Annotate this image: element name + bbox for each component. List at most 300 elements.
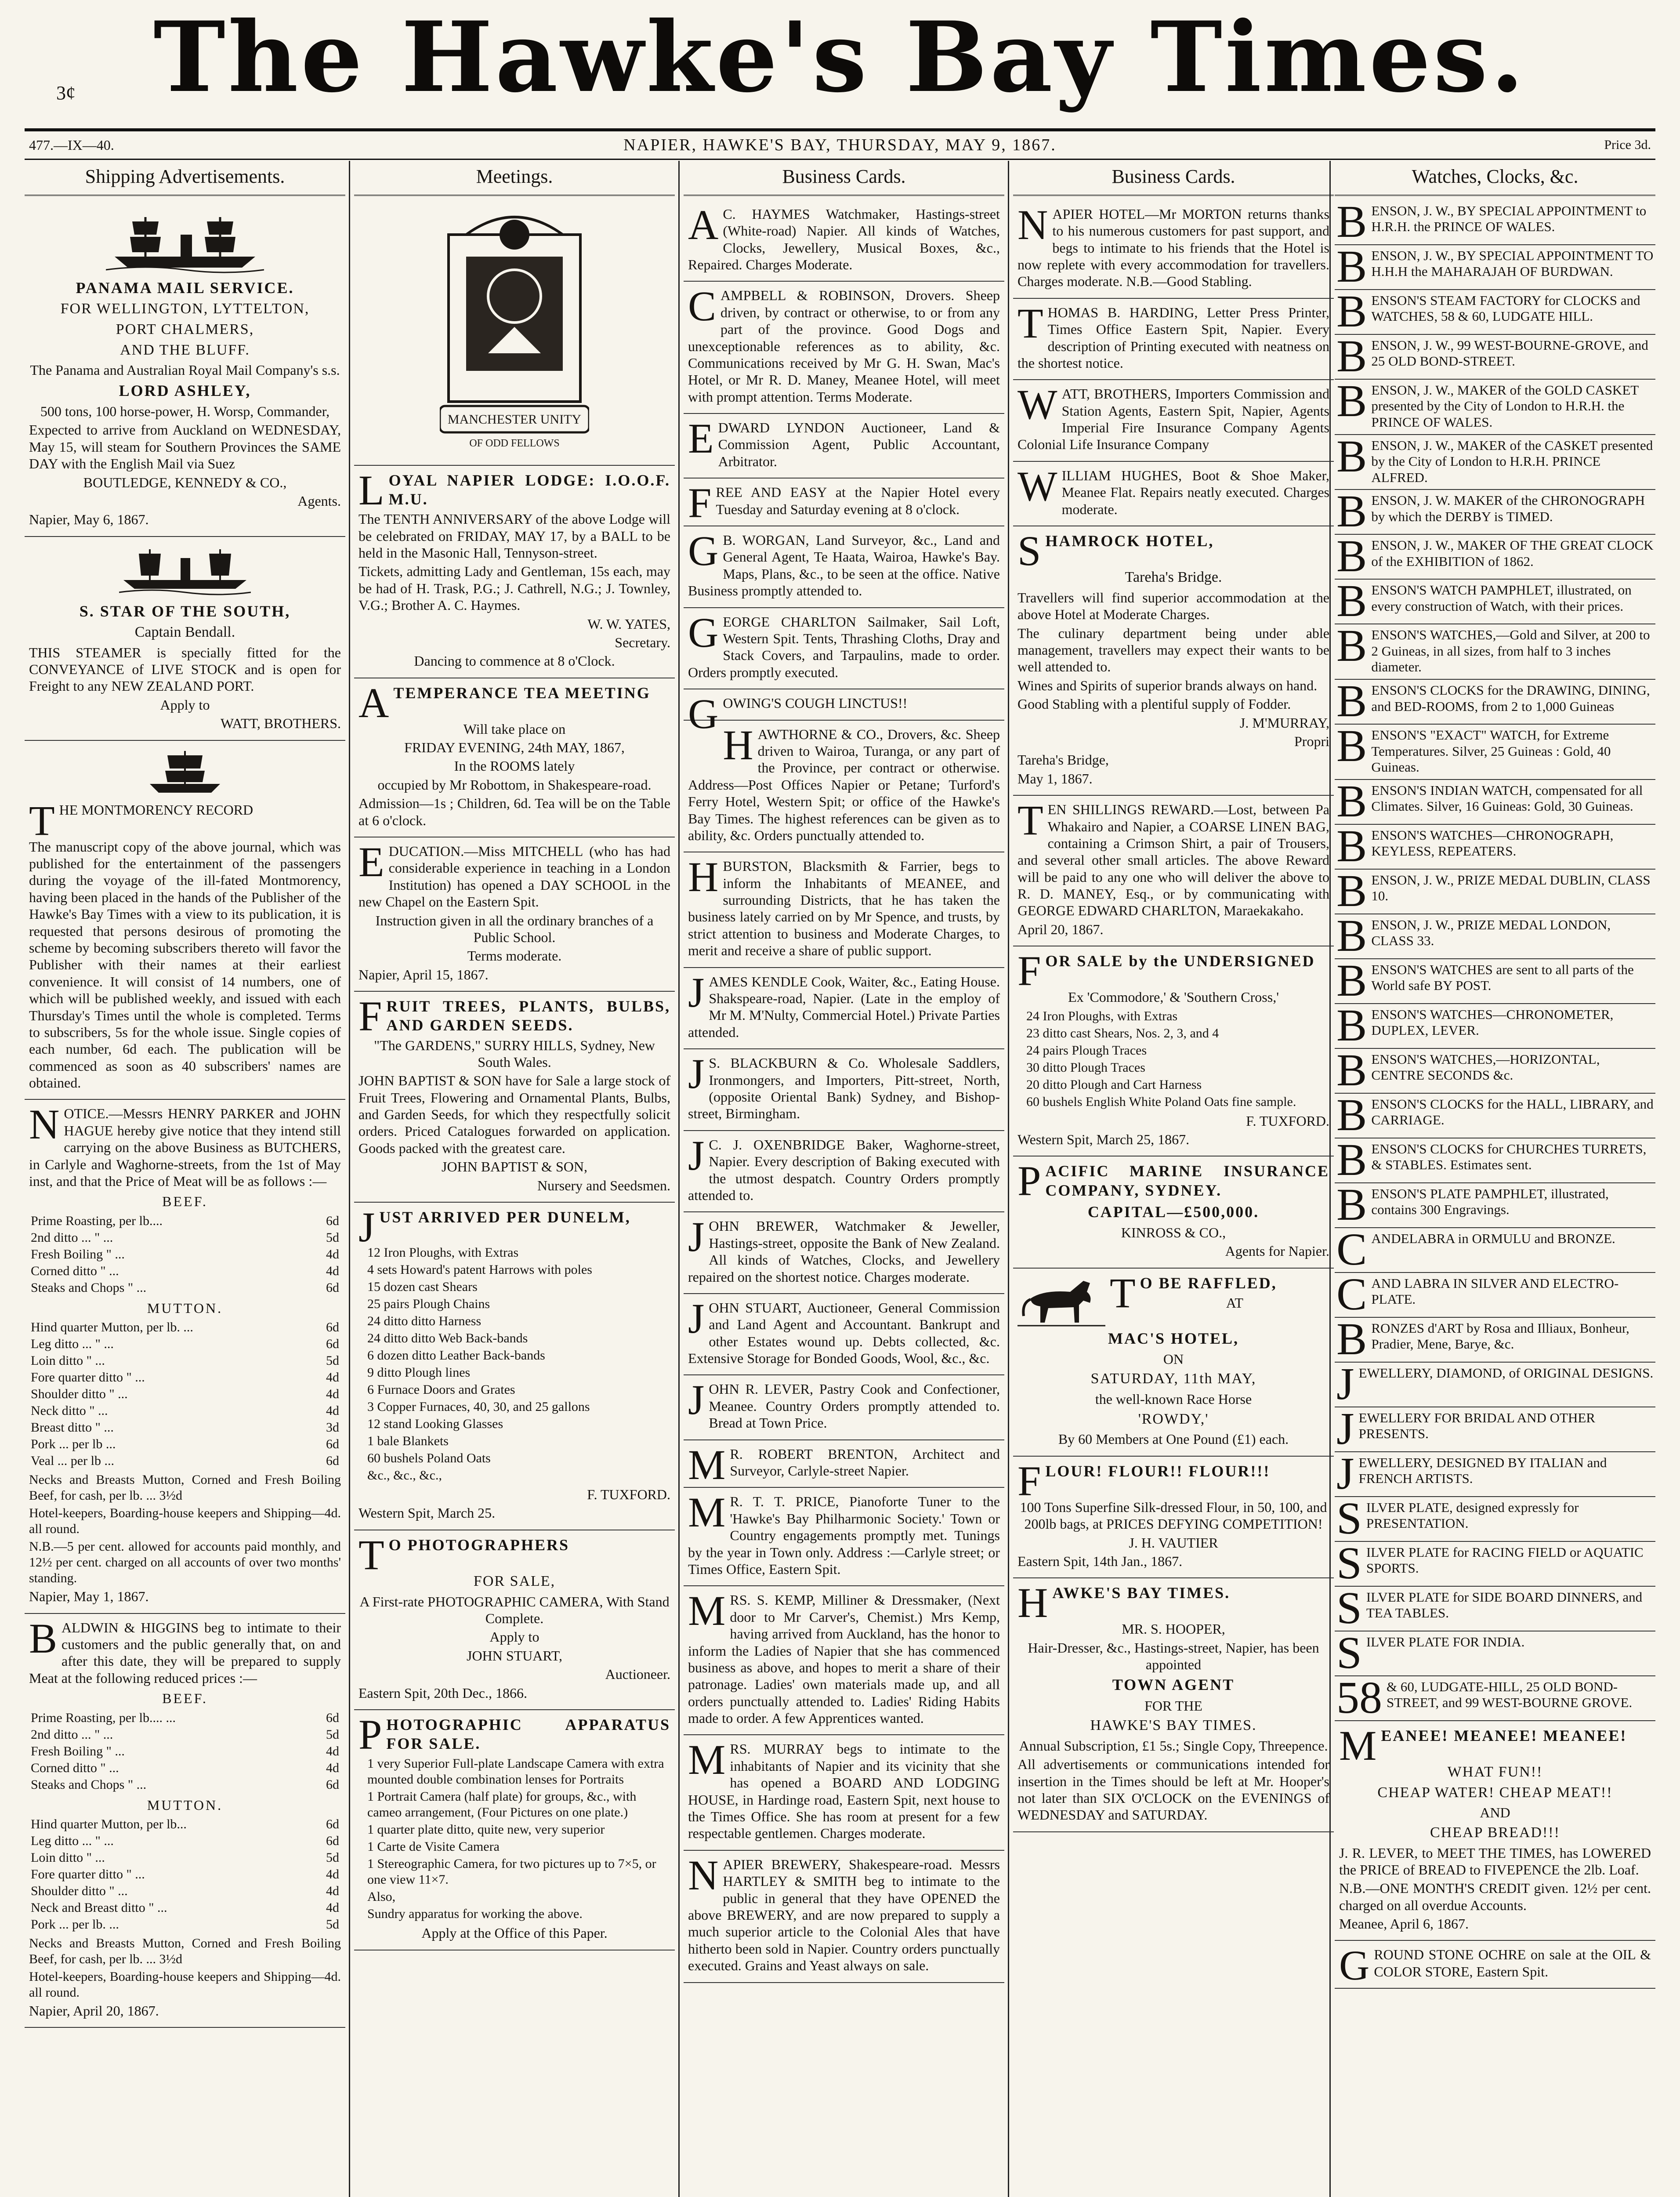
card-text: C. HAYMES Watchmaker, Hastings-street (White-road) Napier. All kinds of Watches, Clocks, Jewellery, Musical Boxes, &c., Repaired. Charges Moderate. — [688, 206, 1000, 272]
drop-initial: B — [1336, 959, 1367, 1004]
drop-initial: J — [358, 1204, 375, 1251]
drop-initial: J — [688, 1050, 705, 1098]
ad-text: ENSON'S CLOCKS for CHURCHES TURRETS, & STABLES. Estimates sent. — [1371, 1141, 1647, 1173]
ad-text: ENSON'S WATCHES,—HORIZONTAL, CENTRE SECONDS &c. — [1371, 1051, 1600, 1083]
drop-initial: T — [1017, 797, 1043, 844]
jewellery-ad — [1335, 1497, 1655, 1542]
card-text: APIER BREWERY, Shakespeare-road. Messrs HARTLEY & SMITH beg to intimate to the public in general that they have OPENED the above BREWERY, and are now prepared to supply a much superior article to the Colonial Ales that have hitherto been sold in Napier. Country orders punctually executed. Grains and Yeast always on sale. — [688, 1856, 1000, 1974]
price-row: Hind quarter Mutton, per lb. ... 6d — [31, 1320, 339, 1335]
list-item: 60 bushels English White Poland Oats fine sample. — [1026, 1094, 1296, 1109]
ad-title: LOUR! FLOUR!! FLOUR!!! — [1045, 1462, 1271, 1480]
column-rule — [349, 161, 350, 2197]
ad-text: ENSON'S INDIAN WATCH, compensated for all Climates. Silver, 16 Guineas: Gold, 30 Guineas. — [1371, 782, 1643, 814]
drop-initial: B — [1336, 914, 1367, 959]
ad-date: Napier, April 20, 1867. — [29, 2002, 159, 2019]
signature: W. W. YATES, — [587, 616, 670, 632]
list-item: 24 pairs Plough Traces — [1026, 1043, 1147, 1058]
ad-text: AND LABRA IN SILVER AND ELECTRO-PLATE. — [1371, 1275, 1619, 1307]
drop-initial: B — [1336, 1138, 1367, 1183]
card-text: OHN STUART, Auctioneer, General Commission and Land Agent and Accountant. Bankrupt and other Estates wound up. Debts collected, &c. Extensive Storage for Bonded Goods, Wool, &c., &c. — [688, 1299, 1000, 1367]
ad-text: Apply at the Office of this Paper. — [421, 1925, 608, 1941]
jewellery-ad — [1335, 1587, 1655, 1631]
drop-initial: T — [1110, 1269, 1136, 1316]
price-row: Breast ditto " ... 3d — [31, 1420, 339, 1435]
price-table-mutton — [29, 1816, 341, 1933]
route-line: PORT CHALMERS, — [116, 321, 254, 337]
signature-role: Propri — [1294, 733, 1329, 749]
agent-role: Agents. — [297, 493, 341, 509]
ad-text: EWELLERY, DIAMOND, of ORIGINAL DESIGNS. — [1358, 1365, 1654, 1381]
signature-role: Agents for Napier. — [1225, 1243, 1329, 1259]
ad-text: The TENTH ANNIVERSARY of the above Lodge will be celebrated on FRIDAY, MAY 17, by a BALL to be held in the Masonic Hall, Tennyson-street. — [358, 511, 670, 561]
list-item: 1 Carte de Visite Camera — [367, 1839, 500, 1854]
section-label: BEEF. — [162, 1193, 208, 1210]
column-shipping — [25, 161, 345, 2197]
price-row: Hind quarter Mutton, per lb... 6d — [31, 1816, 339, 1831]
ad-subtitle: Tareha's Bridge. — [1125, 569, 1222, 586]
ad-text: In the ROOMS lately — [454, 758, 575, 774]
card-hawthorne — [684, 721, 1004, 853]
list-item: 6 Furnace Doors and Grates — [367, 1382, 515, 1397]
price-row: Fore quarter ditto " ... 4d — [31, 1370, 339, 1385]
card-brenton — [684, 1440, 1004, 1488]
card-watt-brothers — [1013, 380, 1334, 462]
jewellery-ad — [1335, 1676, 1655, 1721]
ad-date: Meanee, April 6, 1867. — [1339, 1916, 1469, 1932]
ad-text: EN SHILLINGS REWARD.—Lost, between Pa Whakairo and Napier, a COARSE LINEN BAG, containing a Crimson Shirt, a pair of Trousers, and several other small articles. The above Reward will be paid to any one who will deliver the above to R. D. MANEY, Esq., or by communicating with GEORGE EDWARD CHARLTON, Maraekakaho. — [1017, 801, 1329, 919]
horse-name: 'ROWDY,' — [1138, 1410, 1209, 1427]
ad-text: ENSON'S WATCHES—CHRONOGRAPH, KEYLESS, REPEATERS. — [1371, 827, 1614, 859]
ad-text: Wines and Spirits of superior brands always on hand. — [1017, 677, 1318, 693]
ad-panama-mail — [25, 200, 345, 537]
ad-baldwin-higgins — [25, 1614, 345, 2028]
drop-initial: B — [1336, 200, 1367, 245]
benson-ad — [1335, 245, 1655, 290]
drop-initial: A — [688, 201, 719, 248]
ad-text: ALDWIN & HIGGINS beg to intimate to their customers and the public generally that, on and after this date, they will be prepared to supply Meat at the following reduced prices :— — [29, 1619, 341, 1686]
goods-list — [358, 1245, 670, 1483]
signature: J. H. VAUTIER — [1129, 1534, 1218, 1551]
ad-text: ENSON'S "EXACT" WATCH, for Extreme Temperatures. Silver, 25 Guineas : Gold, 40 Guineas. — [1371, 727, 1611, 775]
column-heading: Meetings. — [354, 161, 675, 196]
drop-initial: B — [1336, 1048, 1367, 1094]
card-text: BURSTON, Blacksmith & Farrier, begs to inform the Inhabitants of MEANEE, and surrounding Districts, that he has taken the business lately carried on by Mr Spence, and trusts, by strict attention to business and Moderate Charges, to merit and receive a share of public support. — [688, 858, 1000, 959]
list-item: 3 Copper Furnaces, 40, 30, and 25 gallons — [367, 1399, 590, 1414]
price-table-beef — [29, 1213, 341, 1296]
benson-ad — [1335, 914, 1655, 959]
card-text: ATT, BROTHERS, Importers Commission and Station Agents, Eastern Spit, Napier, Agents Imperial Fire Insurance Company Agents Colonial Life Insurance Company — [1017, 386, 1329, 453]
benson-ad — [1335, 535, 1655, 580]
card-text: OWING'S COUGH LINCTUS!! — [723, 695, 908, 711]
price-row: Shoulder ditto " ... 4d — [31, 1883, 339, 1898]
dateline-text: NAPIER, HAWKE'S BAY, THURSDAY, MAY 9, 1867. — [623, 136, 1057, 154]
jewellery-ad — [1335, 1273, 1655, 1318]
drop-initial: B — [1336, 680, 1367, 725]
ad-text: A First-rate PHOTOGRAPHIC CAMERA, With Stand Complete. — [359, 1593, 670, 1627]
price-row: Steaks and Chops " ... 6d — [31, 1280, 339, 1295]
ad-text: ENSON, J. W., PRIZE MEDAL LONDON, CLASS 33. — [1371, 917, 1611, 949]
price-table-beef — [29, 1710, 341, 1793]
jewellery-ads — [1335, 1228, 1655, 1721]
ad-title: UST ARRIVED PER DUNELM, — [379, 1208, 631, 1226]
signature: JOHN BAPTIST & SON, — [442, 1159, 587, 1175]
signature-role: Secretary. — [615, 634, 670, 650]
drop-initial: J — [688, 1376, 705, 1424]
drop-initial: M — [688, 1441, 726, 1488]
ad-text: EWELLERY, DESIGNED BY ITALIAN and FRENCH ARTISTS. — [1358, 1454, 1607, 1486]
list-item: 15 dozen cast Shears — [367, 1280, 478, 1294]
ad-fruit-trees — [354, 992, 675, 1203]
card-haymes — [684, 200, 1004, 282]
ad-butchers-notice — [25, 1100, 345, 1613]
drop-initial: G — [688, 527, 719, 575]
ad-subtitle: FOR SALE, — [473, 1573, 556, 1589]
drop-initial: J — [688, 1294, 705, 1342]
drop-initial: N — [688, 1851, 719, 1899]
list-item: Also, — [367, 1889, 396, 1904]
ad-text: Hair-Dresser, &c., Hastings-street, Napier, has been appointed — [1028, 1639, 1319, 1673]
card-lever — [684, 1375, 1004, 1440]
list-item: 6 dozen ditto Leather Back-bands — [367, 1348, 545, 1363]
ad-text: Necks and Breasts Mutton, Corned and Fresh Boiling Beef, for cash, per lb. ... 3½d — [29, 1936, 341, 1966]
card-text: RS. MURRAY begs to intimate to the inhabitants of Napier and its vicinity that she has opened a BOARD AND LODGING HOUSE, in Hardinge road, Eastern Spit, next house to the Times Office. She has room at present for a few respectable gentlemen. Charges moderate. — [688, 1741, 1000, 1842]
corner-mark: 3¢ — [56, 82, 76, 104]
ad-title: EANEE! MEANEE! MEANEE! — [1381, 1726, 1627, 1744]
ad-text: N.B.—5 per cent. allowed for accounts paid monthly, and 12½ per cent. charged on all accounts of over two months' standing. — [29, 1539, 341, 1586]
ad-text: & 60, LUDGATE-HILL, 25 OLD BOND-STREET, and 99 WEST-BOURNE GROVE. — [1387, 1679, 1633, 1711]
price-row: Pork ... per lb ... 6d — [31, 1437, 339, 1452]
list-item: 1 very Superior Full-plate Landscape Camera with extra mounted double combination lenses for Portraits — [367, 1756, 664, 1787]
ad-text: ON — [1163, 1351, 1184, 1367]
drop-initial: A — [358, 679, 389, 726]
drop-initial: B — [1336, 535, 1367, 580]
drop-initial: B — [1336, 580, 1367, 625]
jewellery-ad — [1335, 1228, 1655, 1273]
price-row: Steaks and Chops " ... 6d — [31, 1777, 339, 1792]
ad-hawkes-bay-times-agent — [1013, 1578, 1334, 1832]
ad-text: Travellers will find superior accommodation at the above Hotel at Moderate Charges. — [1017, 589, 1329, 623]
price-row: 2nd ditto ... " ... 5d — [31, 1727, 339, 1742]
list-item: 9 ditto Plough lines — [367, 1365, 471, 1380]
price-row: Corned ditto " ... 4d — [31, 1760, 339, 1775]
price-row: Fore quarter ditto " ... 4d — [31, 1867, 339, 1882]
ad-title: S. STAR OF THE SOUTH, — [79, 602, 291, 620]
ad-text: Ex 'Commodore,' & 'Southern Cross,' — [1068, 989, 1279, 1005]
drop-initial: E — [358, 838, 384, 886]
price-row: Loin ditto " ... 5d — [31, 1353, 339, 1368]
list-item: 60 bushels Poland Oats — [367, 1451, 491, 1466]
drop-initial: G — [1339, 1942, 1370, 1989]
drop-initial: L — [358, 466, 384, 514]
ad-text: "The GARDENS," SURRY HILLS, Sydney, New South Wales. — [374, 1037, 655, 1070]
price-row: Neck and Breast ditto " ... 4d — [31, 1900, 339, 1915]
emblem-ribbon-text: MANCHESTER UNITY — [447, 412, 582, 427]
agent-title: TOWN AGENT — [1112, 1676, 1235, 1694]
oddfellows-emblem-icon — [440, 208, 589, 454]
column-heading: Business Cards. — [684, 161, 1004, 196]
list-item: 30 ditto Plough Traces — [1026, 1060, 1145, 1075]
drop-initial: H — [723, 721, 753, 769]
ad-photographic-apparatus — [354, 1710, 675, 1950]
ad-text: The Panama and Australian Royal Mail Company's s.s. — [30, 362, 340, 378]
captain-line: Captain Bendall. — [134, 624, 235, 640]
benson-ad — [1335, 1049, 1655, 1094]
card-blackburn — [684, 1049, 1004, 1131]
drop-initial: H — [688, 853, 719, 901]
ad-title: O PHOTOGRAPHERS — [388, 1536, 570, 1554]
drop-initial: M — [688, 1736, 726, 1784]
benson-ad — [1335, 1004, 1655, 1049]
benson-ad — [1335, 580, 1655, 624]
ad-text: ENSON, J. W., BY SPECIAL APPOINTMENT TO H.H.H the MAHARAJAH OF BURDWAN. — [1371, 247, 1654, 279]
jewellery-ad — [1335, 1407, 1655, 1452]
price-row: Shoulder ditto " ... 4d — [31, 1387, 339, 1402]
ad-text: ILVER PLATE for SIDE BOARD DINNERS, and TEA TABLES. — [1366, 1589, 1643, 1621]
drop-initial: N — [29, 1101, 60, 1148]
card-kendle — [684, 968, 1004, 1050]
drop-initial: S — [1017, 527, 1041, 575]
drop-initial: W — [1017, 381, 1057, 428]
card-burston — [684, 852, 1004, 968]
ad-date: Western Spit, March 25. — [358, 1505, 496, 1521]
signature-role: Nursery and Seedsmen. — [537, 1177, 670, 1193]
ad-title: AWKE'S BAY TIMES. — [1052, 1584, 1231, 1602]
drop-initial: H — [1017, 1579, 1048, 1627]
price-row: Leg ditto ... " ... 6d — [31, 1337, 339, 1352]
ad-text: RONZES d'ART by Rosa and Illiaux, Bonheur, Pradier, Mene, Barye, &c. — [1371, 1320, 1629, 1352]
card-text: OHN BREWER, Watchmaker & Jeweller, Hastings-street, opposite the Bank of New Zealand. All kinds of Watches, Clocks, and Jewellery repaired on the shortest notice. Charges moderate. — [688, 1218, 1000, 1285]
benson-ad — [1335, 825, 1655, 870]
drop-initial: S — [1336, 1631, 1362, 1676]
signature: F. TUXFORD. — [1246, 1113, 1329, 1129]
list-item: 23 ditto cast Shears, Nos. 2, 3, and 4 — [1026, 1026, 1219, 1040]
ad-text: the well-known Race Horse — [1095, 1391, 1252, 1407]
drop-initial: B — [1336, 1183, 1367, 1228]
drop-initial: M — [688, 1489, 726, 1536]
price-row: Prime Roasting, per lb.... 6d — [31, 1213, 339, 1228]
list-item: 4 sets Howard's patent Harrows with poles — [367, 1262, 592, 1277]
ad-text: Good Stabling with a plentiful supply of Fodder. — [1017, 696, 1291, 712]
ad-text: ENSON'S WATCHES,—Gold and Silver, at 200 to 2 Guineas, in all sizes, from half to 3 inches diameter. — [1371, 627, 1650, 675]
drop-initial: B — [1336, 1093, 1367, 1138]
signature: KINROSS & CO., — [1121, 1225, 1226, 1240]
drop-initial: B — [1336, 1317, 1367, 1363]
ad-subtitle: CHEAP WATER! CHEAP MEAT!! — [1377, 1784, 1613, 1801]
drop-initial: B — [1336, 779, 1367, 825]
card-charlton — [684, 608, 1004, 690]
ad-text: Admission—1s ; Children, 6d. Tea will be on the Table at 6 o'clock. — [358, 795, 670, 828]
price-row: Veal ... per lb ... 6d — [31, 1454, 339, 1468]
masthead-title: The Hawke's Bay Times. — [153, 0, 1527, 114]
ad-text: ANDELABRA in ORMULU and BRONZE. — [1371, 1230, 1615, 1246]
ad-flour — [1013, 1457, 1334, 1579]
signature: F. TUXFORD. — [587, 1486, 670, 1503]
ad-shamrock-hotel — [1013, 526, 1334, 796]
list-item: Sundry apparatus for working the above. — [367, 1907, 583, 1921]
benson-ad — [1335, 435, 1655, 490]
list-item: 24 ditto ditto Harness — [367, 1314, 482, 1329]
drop-initial: J — [1336, 1362, 1354, 1407]
ad-title: RUIT TREES, PLANTS, BULBS, AND GARDEN SEEDS. — [386, 997, 670, 1034]
dateline-bar — [25, 128, 1655, 160]
card-free-and-easy — [684, 479, 1004, 526]
card-text: OHN R. LEVER, Pastry Cook and Confectioner, Meanee. Country Orders promptly attended to. Bread at Town Price. — [709, 1381, 1000, 1431]
section-label: MUTTON. — [147, 1797, 223, 1813]
drop-initial: F — [1017, 1457, 1041, 1505]
ad-text: Hotel-keepers, Boarding-house keepers and Shipping—4d. all round. — [29, 1506, 341, 1537]
apparatus-list — [358, 1756, 670, 1922]
drop-initial: B — [1336, 379, 1367, 426]
ad-text: Expected to arrive from Auckland on WEDNESDAY, May 15, will steam for Southern Provinces the SAME DAY with the English Mail via Suez — [29, 422, 341, 472]
card-text: ILLIAM HUGHES, Boot & Shoe Maker, Meanee Flat. Repairs neatly executed. Charges moderate. — [1061, 467, 1329, 517]
card-text: REE AND EASY at the Napier Hotel every Tuesday and Saturday evening at 8 o'clock. — [716, 484, 1000, 517]
raffle-date: SATURDAY, 11th MAY, — [1090, 1370, 1256, 1387]
card-text: RS. S. KEMP, Milliner & Dressmaker, (Next door to Mr Carver's, Chemist.) Mrs Kemp, having arrived from Auckland, has the honor to inform the Ladies of Napier that she has commenced business as above, and hopes to merit a share of their patronage. Ladies' own materials made up, and all orders punctually attended to. Ladies' Riding Habits made to order. A few Apprentices wanted. — [688, 1592, 1000, 1726]
ad-text: N.B.—ONE MONTH'S CREDIT given. 12½ per cent. charged on all overdue Accounts. — [1339, 1880, 1651, 1913]
jewellery-ad — [1335, 1318, 1655, 1363]
paper-name: HAWKE'S BAY TIMES. — [1090, 1717, 1257, 1734]
card-napier-brewery — [684, 1851, 1004, 1983]
card-kemp — [684, 1586, 1004, 1735]
ad-to-photographers — [354, 1530, 675, 1710]
card-stuart — [684, 1294, 1004, 1376]
card-text: R. T. T. PRICE, Pianoforte Tuner to the 'Hawke's Bay Philharmonic Society.' Town or Country engagements promptly met. Tunings by the year in Town only. Address :—Carlyle street; or Times Office, Eastern Spit. — [688, 1494, 1000, 1577]
ad-montmorency-record — [25, 741, 345, 1100]
ad-text: The manuscript copy of the above journal, which was published for the entertainment of the passengers during the voyage of the ill-fated Montmorency, having been placed in the hands of the Publisher of the Hawke's Bay Times with a view to its publication, it is requested that persons desirous of promoting the scheme by becoming subscribers thereto will favor the Publisher with their names at their earliest convenience. It will consist of 14 numbers, one of which will be published weekly, and issued with each Thursday's Times until the whole is completed. Terms to subscribers, 5s for the whole issue. Single copies of each number, 6d each. The publication will be commenced as soon as 40 subscribers' names are obtained. — [29, 838, 341, 1091]
card-oxenbridge — [684, 1131, 1004, 1213]
ad-text: ENSON, J. W., MAKER of the GOLD CASKET presented by the City of London to H.R.H. the PRINCE OF WALES. — [1371, 382, 1639, 430]
price-row: Pork ... per lb. ... 5d — [31, 1917, 339, 1932]
ad-title: ACIFIC MARINE INSURANCE COMPANY, SYDNEY. — [1045, 1162, 1329, 1199]
ad-text: ENSON'S PLATE PAMPHLET, illustrated, contains 300 Engravings. — [1371, 1186, 1609, 1218]
ad-text: ENSON'S CLOCKS for the DRAWING, DINING, and BED-ROOMS, from 2 to 1,000 Guineas — [1371, 682, 1650, 714]
drop-initial: B — [1336, 490, 1367, 535]
ad-title: TEMPERANCE TEA MEETING — [393, 684, 651, 702]
ad-date: Western Spit, March 25, 1867. — [1017, 1131, 1190, 1148]
list-item: 1 bale Blankets — [367, 1434, 449, 1449]
ad-oddfellows-emblem — [354, 200, 675, 466]
ad-date: May 1, 1867. — [1017, 770, 1093, 787]
ad-title: OYAL NAPIER LODGE: I.O.O.F. M.U. — [388, 471, 670, 508]
ad-text: ENSON, J. W., 99 WEST-BOURNE-GROVE, and 25 OLD BOND-STREET. — [1371, 337, 1648, 369]
drop-initial: M — [1339, 1722, 1377, 1769]
ad-text: FOR THE — [1144, 1697, 1202, 1714]
ad-title: OR SALE by the UNDERSIGNED — [1045, 952, 1315, 970]
price-row: Fresh Boiling " ... 4d — [31, 1744, 339, 1758]
ad-text: Necks and Breasts Mutton, Corned and Fresh Boiling Beef, for cash, per lb. ... 3½d — [29, 1472, 341, 1503]
ad-text: ENSON, J. W., MAKER OF THE GREAT CLOCK of the EXHIBITION of 1862. — [1371, 537, 1654, 569]
column-rule — [678, 161, 680, 2197]
card-lyndon — [684, 414, 1004, 479]
ad-text: ENSON, J. W. MAKER of the CHRONOGRAPH by which the DERBY is TIMED. — [1371, 493, 1645, 524]
price-row: Leg ditto ... " ... 6d — [31, 1833, 339, 1848]
price-table-mutton — [29, 1319, 341, 1469]
ad-text: AT — [1226, 1294, 1243, 1311]
jewellery-ad — [1335, 1542, 1655, 1587]
ad-text: ENSON'S WATCHES are sent to all parts of the World safe BY POST. — [1371, 961, 1634, 993]
ad-heading — [29, 797, 341, 844]
signature: JOHN STUART, — [467, 1647, 562, 1664]
drop-initial: B — [1336, 334, 1367, 380]
column-meetings — [354, 161, 675, 2197]
drop-initial: C — [1336, 1228, 1367, 1273]
ad-text: ENSON'S STEAM FACTORY for CLOCKS and WATCHES, 58 & 60, LUDGATE HILL. — [1371, 292, 1640, 324]
emblem-sub-text: OF ODD FELLOWS — [469, 437, 560, 449]
ad-text: Terms moderate. — [467, 948, 562, 964]
benson-ad — [1335, 1183, 1655, 1228]
column-heading: Business Cards. — [1013, 161, 1334, 196]
drop-initial: B — [1336, 1004, 1367, 1049]
card-brewer — [684, 1212, 1004, 1294]
card-harding — [1013, 299, 1334, 381]
jewellery-ad — [1335, 1363, 1655, 1407]
ad-title: HAMROCK HOTEL, — [1045, 532, 1214, 550]
benson-ad — [1335, 725, 1655, 780]
section-label: MUTTON. — [147, 1300, 223, 1316]
ad-title: HE MONTMORENCY RECORD — [59, 801, 253, 818]
agent-name: WATT, BROTHERS. — [220, 715, 341, 732]
issue-number: 477.—IX—40. — [29, 137, 114, 153]
ad-text: ENSON, J. W., PRIZE MEDAL DUBLIN, CLASS 10. — [1371, 872, 1651, 904]
ad-text: ENSON, J. W., BY SPECIAL APPOINTMENT to H.R.H. the PRINCE OF WALES. — [1371, 203, 1647, 235]
drop-initial: B — [1336, 435, 1367, 482]
card-napier-hotel — [1013, 200, 1334, 299]
drop-initial: S — [1336, 1586, 1362, 1631]
drop-initial: T — [1017, 299, 1043, 347]
ad-text: JOHN BAPTIST & SON have for Sale a large stock of Fruit Trees, Flowering and Ornamental Plants, Bulbs, and Garden Seeds, for which they respectfully solicit orders. Priced Catalogues forwarded on application. Goods packed with the greatest care. — [358, 1073, 670, 1156]
drop-initial: M — [688, 1587, 726, 1635]
ad-ground-stone-ochre — [1335, 1941, 1655, 1989]
list-item: 24 ditto ditto Web Back-bands — [367, 1331, 528, 1346]
agent-name: MR. S. HOOPER, — [1122, 1621, 1225, 1637]
ad-subtitle: WHAT FUN!! — [1447, 1763, 1543, 1780]
drop-initial: B — [1336, 290, 1367, 335]
ad-text: ILVER PLATE, designed expressly for PRESENTATION. — [1366, 1499, 1579, 1531]
ad-date: Napier, April 15, 1867. — [358, 966, 489, 982]
ad-text: Annual Subscription, £1 5s.; Single Copy, Threepence. — [1019, 1737, 1328, 1754]
ad-temperance-tea — [354, 678, 675, 837]
price-row: Loin ditto " ... 5d — [31, 1850, 339, 1865]
price-row: Neck ditto " ... 4d — [31, 1403, 339, 1418]
ship-icon — [106, 208, 264, 274]
horse-icon — [1017, 1272, 1105, 1329]
ad-to-be-raffled — [1013, 1269, 1334, 1457]
drop-initial: B — [1336, 725, 1367, 771]
column-business-cards-1 — [684, 161, 1004, 2197]
card-text: AWTHORNE & CO., Drovers, &c. Sheep driven to Wairoa, Turanga, or any part of the Province, per contract or otherwise. Address—Post Offices Napier or Petane; Turford's Ferry Hotel, Western Spit; or office of the Hawke's Bay Times. The highest references can be given as to ability, &c. Orders punctually attended to. — [688, 726, 1000, 843]
goods-list — [1017, 1008, 1329, 1110]
ad-text: occupied by Mr Robottom, in Shakespeare-road. — [377, 776, 652, 793]
drop-initial: F — [1017, 947, 1041, 995]
ad-title: PANAMA MAIL SERVICE. — [76, 279, 294, 297]
ad-text: J. R. LEVER, to MEET THE TIMES, has LOWERED the PRICE of BREAD to FIVEPENCE the 2lb. Loaf. — [1339, 1845, 1651, 1878]
list-item: 12 stand Looking Glasses — [367, 1417, 503, 1432]
benson-ad — [1335, 290, 1655, 335]
signature-role: Auctioneer. — [605, 1666, 670, 1682]
ad-education — [354, 837, 675, 992]
drop-initial: C — [688, 283, 717, 330]
drop-initial: B — [1336, 869, 1367, 914]
card-gowing — [684, 689, 1004, 738]
card-text: AMES KENDLE Cook, Waiter, &c., Eating House. Shakspeare-road, Napier. (Late in the employ of Mr M. M'Nulty, Commercial Hotel.) Private Parties attended. — [688, 973, 1000, 1040]
card-hughes — [1013, 462, 1334, 526]
drop-initial: 58 — [1336, 1676, 1382, 1721]
drop-initial: J — [1336, 1407, 1354, 1452]
drop-initial: E — [688, 415, 714, 462]
drop-initial: B — [29, 1614, 58, 1662]
benson-ad — [1335, 780, 1655, 825]
card-campbell-robinson — [684, 282, 1004, 414]
